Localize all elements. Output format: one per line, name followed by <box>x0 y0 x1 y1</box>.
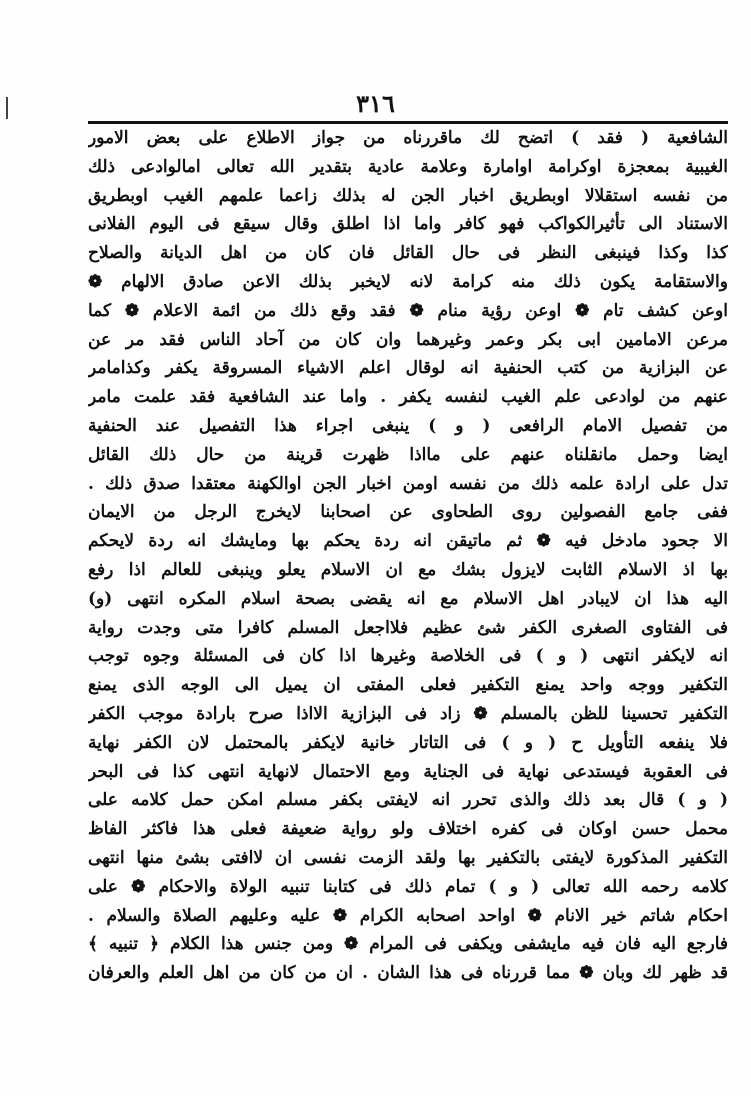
text-line: فى العقوبة فيستدعى نهاية فى الجناية ومع الاحتمال لانهاية انتهى كذا فى البحر <box>88 761 728 782</box>
text-line: التكفير ووجه واحد يمنع التكفير فعلى المفتى ان يميل الى الوجه الذى يمنع <box>88 675 728 696</box>
text-line: اوعن كشف تام ❁ اوعن رؤية منام ❁ فقد وقع ذلك من ائمة الاعلام ❁ كما <box>88 300 728 321</box>
text-line: مرعن الامامين ابى بكر وعمر وغيرهما وان كان من آحاد الناس فقد مر عن <box>88 329 728 350</box>
text-line: بها اذ الاسلام الثابت لايزول بشك مع ان الاسلام يعلو وينبغى للعالم اذا رفع <box>88 559 728 580</box>
text-line: ( و ) قال بعد ذلك والذى تحرر انه لايفتى بكفر مسلم امكن حمل كلامه على <box>88 790 728 811</box>
text-line: الاستناد الى تأثيرالكواكب فهو كافر واما اذا اطلق وقال سيقع فى اليوم الفلانى <box>88 214 728 235</box>
text-line: تدل على ارادة علمه ذلك من نفسه اومن اخبار الجن اوالكهنة معتقدا صدق ذلك . <box>88 473 728 494</box>
text-line: اليه هذا ان لايبادر اهل الاسلام مع انه يقضى بصحة اسلام المكره انتهى (و) <box>88 588 728 609</box>
text-line: التكفير المذكورة لايفتى بالتكفير بها ولقد الزمت نفسى ان لاافتى بشئ منها انتهى <box>88 847 728 868</box>
text-line: كذا وكذا فينبغى النظر فى حال القائل فان كان من اهل الديانة والصلاح <box>88 243 728 264</box>
text-line: الا جحود مادخل فيه ❁ ثم ماتيقن انه ردة يحكم بها ومايشك انه ردة لايحكم <box>88 531 728 552</box>
text-line: من تفصيل الامام الرافعى ( و ) ينبغى اجراء هذا التفصيل عند الحنفية <box>88 415 728 436</box>
text-line: احكام شاتم خير الانام ❁ اواحد اصحابه الكرام ❁ عليه وعليهم الصلاة والسلام . <box>88 905 728 926</box>
text-line: التكفير تحسينا للظن بالمسلم ❁ زاد فى البزازية الااذا صرح بارادة موجب الكفر <box>88 703 728 724</box>
text-line: الغيبية بمعجزة اوكرامة اوامارة وعلامة عادية بتقدير الله تعالى امالوادعى ذلك <box>88 156 728 177</box>
text-line: ايضا وحمل مانقلناه عنهم على مااذا ظهرت قرينة من حال ذلك القائل <box>88 444 728 465</box>
text-line: فى الفتاوى الصغرى الكفر شئ عظيم فلااجعل المسلم كافرا متى وجدت رواية <box>88 617 728 638</box>
text-line: محمل حسن اوكان فى كفره اختلاف ولو رواية ضعيفة فعلى هذا فاكثر الفاظ <box>88 819 728 840</box>
text-line: فلا ينفعه التأويل ح ( و ) فى التاتار خانية لايكفر بالمحتمل لان الكفر نهاية <box>88 732 728 753</box>
text-line: كلامه رحمه الله تعالى ( و ) تمام ذلك فى كتابنا تنبيه الولاة والاحكام ❁ على <box>88 876 728 897</box>
page-number: ٣١٦ <box>356 89 395 118</box>
text-line: عنهم من لوادعى علم الغيب لنفسه يكفر . واما عند الشافعية فقد علمت مامر <box>88 387 728 408</box>
text-line: الشافعية ( فقد ) اتضح لك ماقررناه من جواز الاطلاع على بعض الامور <box>88 128 728 148</box>
text-line: عن البزازية من كتب الحنفية انه لوقال اعلم الاشياء المسروقة يكفر وكذامامر <box>88 358 728 379</box>
body-text <box>88 124 728 988</box>
text-line: والاستقامة يكون ذلك منه كرامة لانه لايخبر بذلك الاعن صادق الالهام ❁ <box>88 271 728 292</box>
text-line: فارجع اليه فان فيه مايشفى ويكفى فى المرام ❁ ومن جنس هذا الكلام ﴿ تنبيه ﴾ <box>88 934 728 955</box>
text-line: من نفسه استقلالا اوبطريق اخبار الجن له بذلك زاعما علمهم الغيب اوبطريق <box>88 185 728 206</box>
text-line: انه لايكفر انتهى ( و ) فى الخلاصة وغيرها اذا كان فى المسئلة وجوه توجب <box>88 646 728 667</box>
text-line: قد ظهر لك وبان ❁ مما قررناه فى هذا الشان . ان من كان من اهل العلم والعرفان <box>88 963 728 984</box>
text-line: ففى جامع الفصولين روى الطحاوى عن اصحابنا لايخرج الرجل من الايمان <box>88 502 728 523</box>
